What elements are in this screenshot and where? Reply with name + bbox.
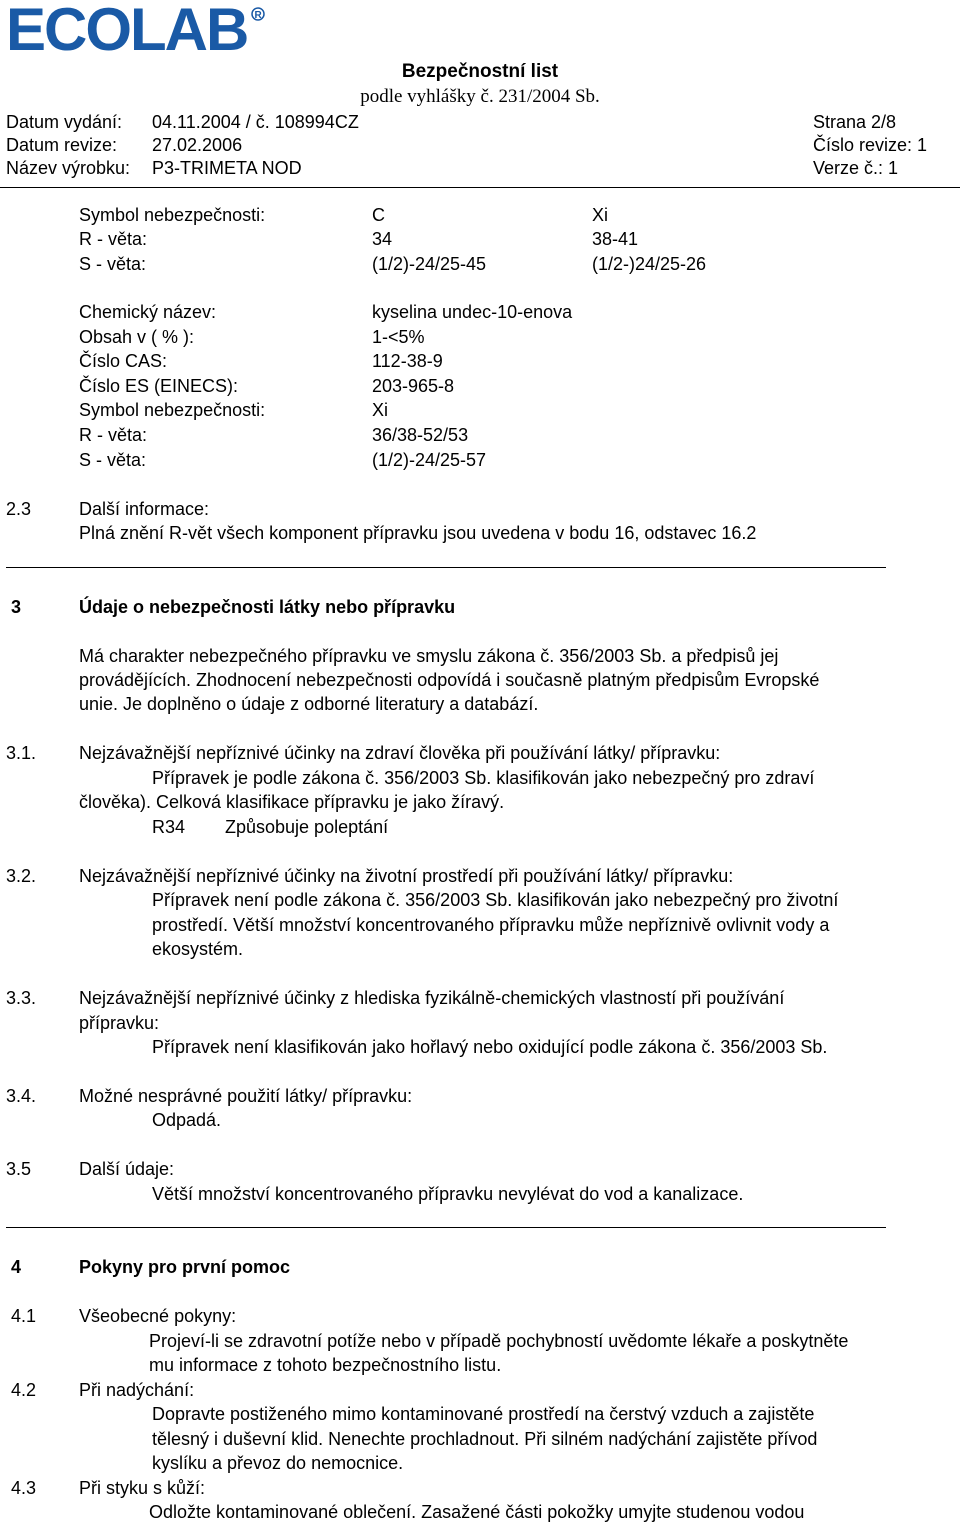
content-value: 1-<5% xyxy=(372,327,425,347)
cas-label: Číslo CAS: xyxy=(79,351,168,371)
section-3-2-line-2: prostředí. Větší množství koncentrovaného přípravku může nepříznivě ovlivnit vody a xyxy=(152,915,830,935)
es-label: Číslo ES (EINECS): xyxy=(79,376,239,396)
version-number: Verze č.: 1 xyxy=(813,158,899,178)
section-3-4-title: Možné nesprávné použití látky/ přípravku: xyxy=(79,1086,413,1106)
page-number: Strana 2/8 xyxy=(813,112,897,132)
section-4-2-title: Při nadýchání: xyxy=(79,1380,195,1400)
section-4-3-line-1: Odložte kontaminované oblečení. Zasažené části pokožky umyjte studenou vodou xyxy=(149,1502,805,1522)
section-3-intro-1: Má charakter nebezpečného přípravku ve smyslu zákona č. 356/2003 Sb. a předpisů jej xyxy=(79,646,779,666)
component-symbol-label: Symbol nebezpečnosti: xyxy=(79,400,266,420)
section-3-2-title: Nejzávažnější nepříznivé účinky na životní prostředí při používání látky/ přípravku: xyxy=(79,866,734,886)
section-4-3-title: Při styku s kůží: xyxy=(79,1478,206,1498)
section-2-3-text: Plná znění R-vět všech komponent přípravku jsou uvedena v bodu 16, odstavec 16.2 xyxy=(79,523,757,543)
section-4-1-title: Všeobecné pokyny: xyxy=(79,1306,237,1326)
section-3-4-number: 3.4. xyxy=(6,1086,37,1106)
section-4-1-line-1: Projeví-li se zdravotní potíže nebo v případě pochybností uvědomte lékaře a poskytněte xyxy=(149,1331,849,1351)
chemical-name-label: Chemický název: xyxy=(79,302,217,322)
section-3-4-line-1: Odpadá. xyxy=(152,1110,222,1130)
section-4-3-number: 4.3 xyxy=(11,1478,37,1498)
section-3-1-title: Nejzávažnější nepříznivé účinky na zdraví člověka při používání látky/ přípravku: xyxy=(79,743,721,763)
revision-date-value: 27.02.2006 xyxy=(152,135,243,155)
es-value: 203-965-8 xyxy=(372,376,455,396)
section-3-title: Údaje o nebezpečnosti látky nebo přípravku xyxy=(79,597,456,617)
hazard-symbol-label: Symbol nebezpečnosti: xyxy=(79,205,266,225)
ecolab-logo xyxy=(6,4,276,59)
section-3-5-line-1: Větší množství koncentrovaného přípravku nevylévat do vod a kanalizace. xyxy=(152,1184,744,1204)
component-s-label: S - věta: xyxy=(79,450,147,470)
r-phrase-a: 34 xyxy=(372,229,393,249)
document-title: Bezpečnostní list xyxy=(401,61,559,82)
section-4-number: 4 xyxy=(11,1257,22,1277)
section-3-1-line-2: člověka). Celková klasifikace přípravku je jako žíravý. xyxy=(79,792,505,812)
s-phrase-label: S - věta: xyxy=(79,254,147,274)
r34-text: Způsobuje poleptání xyxy=(225,817,389,837)
document-subtitle: podle vyhlášky č. 231/2004 Sb. xyxy=(360,86,600,107)
section-4-1-line-2: mu informace z tohoto bezpečnostního listu. xyxy=(149,1355,502,1375)
section-4-1-number: 4.1 xyxy=(11,1306,37,1326)
product-name-value: P3-TRIMETA NOD xyxy=(152,158,302,178)
section-3-3-title-1: Nejzávažnější nepříznivé účinky z hlediska fyzikálně-chemických vlastností při používání xyxy=(79,988,785,1008)
cas-value: 112-38-9 xyxy=(372,351,443,371)
svg-text:R: R xyxy=(254,10,262,21)
section-3-3-line-1: Přípravek není klasifikován jako hořlavý nebo oxidující podle zákona č. 356/2003 Sb. xyxy=(152,1037,828,1057)
component-r-label: R - věta: xyxy=(79,425,148,445)
section-3-3-title-2: přípravku: xyxy=(79,1013,160,1033)
section-3-intro-3: unie. Je doplněno o údaje z odborné literatury a databází. xyxy=(79,694,539,714)
section-4-2-line-2: tělesný i duševní klid. Nenechte prochladnout. Při silném nadýchání zajistěte přívod xyxy=(152,1429,818,1449)
r34-code: R34 xyxy=(152,817,186,837)
component-r-value: 36/38-52/53 xyxy=(372,425,469,445)
section-3-5-number: 3.5 xyxy=(6,1159,32,1179)
section-3-3-number: 3.3. xyxy=(6,988,37,1008)
section-3-2-number: 3.2. xyxy=(6,866,37,886)
content-label: Obsah v ( % ): xyxy=(79,327,195,347)
s-phrase-a: (1/2)-24/25-45 xyxy=(372,254,487,274)
section-3-1-line-1: Přípravek je podle zákona č. 356/2003 Sb. klasifikován jako nebezpečný pro zdraví xyxy=(152,768,815,788)
section-3-2-line-1: Přípravek není podle zákona č. 356/2003 Sb. klasifikován jako nebezpečný pro životní xyxy=(152,890,839,910)
section-3-5-title: Další údaje: xyxy=(79,1159,175,1179)
hazard-symbol-b: Xi xyxy=(592,205,609,225)
section-4-2-number: 4.2 xyxy=(11,1380,37,1400)
section-3-intro-2: provádějících. Zhodnocení nebezpečnosti odpovídá i současně platným předpisům Evropské xyxy=(79,670,820,690)
section-3-2-line-3: ekosystém. xyxy=(152,939,244,959)
section-4-title: Pokyny pro první pomoc xyxy=(79,1257,291,1277)
section-4-2-line-1: Dopravte postiženého mimo kontaminované prostředí na čerstvý vzduch a zajistěte xyxy=(152,1404,815,1424)
section-4-2-line-3: kyslíku a převoz do nemocnice. xyxy=(152,1453,404,1473)
section-2-3-title: Další informace: xyxy=(79,499,210,519)
s-phrase-b: (1/2-)24/25-26 xyxy=(592,254,707,274)
section-divider xyxy=(6,1227,886,1228)
product-name-label: Název výrobku: xyxy=(6,158,131,178)
component-s-value: (1/2)-24/25-57 xyxy=(372,450,487,470)
r-phrase-label: R - věta: xyxy=(79,229,148,249)
issue-date-label: Datum vydání: xyxy=(6,112,123,132)
section-2-3-number: 2.3 xyxy=(6,499,32,519)
component-symbol-value: Xi xyxy=(372,400,389,420)
revision-number: Číslo revize: 1 xyxy=(813,135,928,155)
header-divider xyxy=(0,187,960,188)
hazard-symbol-a: C xyxy=(372,205,385,225)
issue-date-value: 04.11.2004 / č. 108994CZ xyxy=(152,112,359,132)
section-3-number: 3 xyxy=(11,597,22,617)
revision-date-label: Datum revize: xyxy=(6,135,118,155)
r-phrase-b: 38-41 xyxy=(592,229,639,249)
chemical-name-value: kyselina undec-10-enova xyxy=(372,302,573,322)
section-divider xyxy=(6,567,886,568)
logo-text: ECOLAB xyxy=(6,4,248,54)
section-3-1-number: 3.1. xyxy=(6,743,37,763)
